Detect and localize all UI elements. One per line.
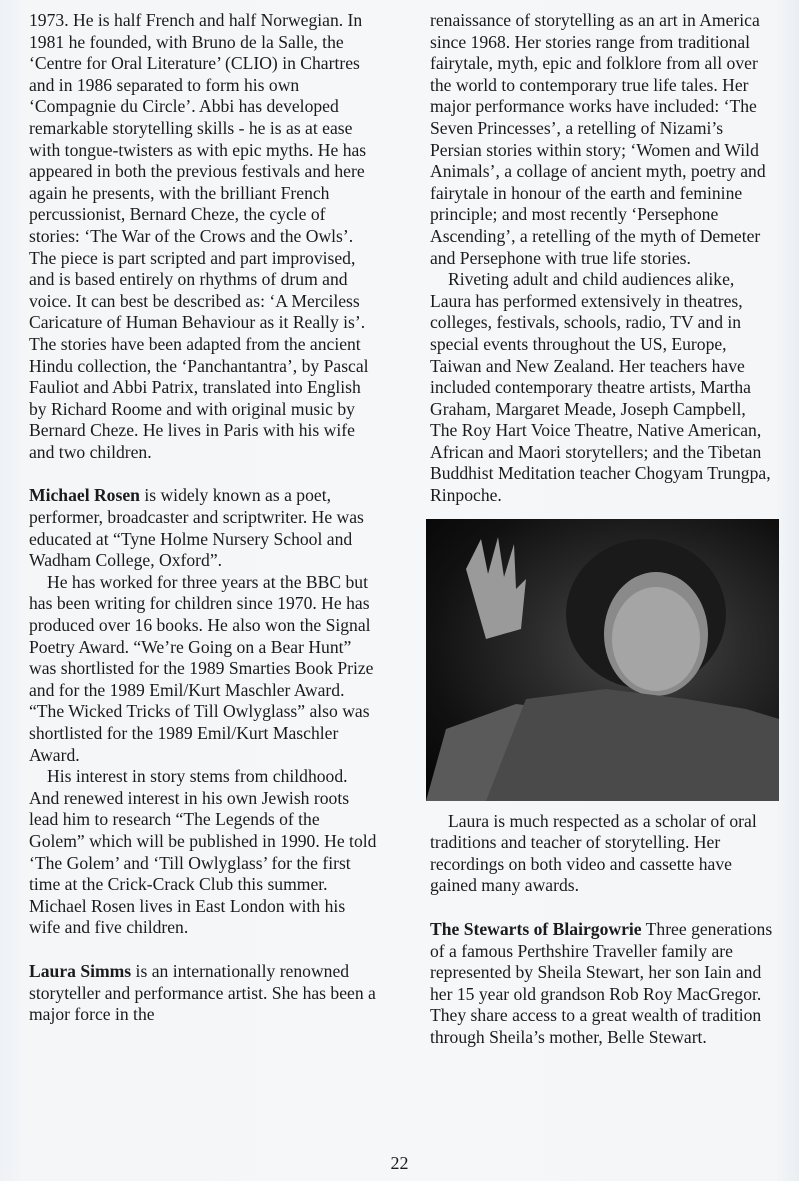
stewarts-intro [430, 919, 775, 1049]
page-number: 22 [390, 1153, 409, 1173]
michael-rosen-intro-text: is widely known as a poet, performer, broadcaster and scriptwriter. He was educated at “Tyne Holme Nursery School and Wadham College, Oxford”. [29, 485, 364, 571]
right-column [430, 10, 775, 1049]
abbi-patrix-bio: 1973. He is half French and half Norwegian. In 1981 he founded, with Bruno de la Salle, the ‘Centre for Oral Literature’ (CLIO) in Chartres and in 1986 separated to form his own ‘Compagnie du Circle’. Abbi has developed remarkable storytelling skills - he is as at ease with tongue-twisters as with epic myths. He has appeared in both the previous festivals and here again he presents, with the brilliant French percussionist, Bernard Cheze, the cycle of stories: ‘The War of the Crows and the Owls’. The piece is part scripted and part improvised, and is based entirely on rhythms of drum and voice. It can best be described as: ‘A Merciless Caricature of Human Behaviour as it Really is’. The stories have been adapted from the ancient Hindu collection, the ‘Panchantantra’, by Pascal Fauliot and Abbi Patrix, translated into English by Richard Roome and with original music by Bernard Cheze. He lives in Paris with his wife and two children. [29, 10, 369, 462]
stewarts-name: The Stewarts of Blairgowrie [430, 919, 642, 940]
laura-simms-photo [426, 519, 779, 801]
michael-rosen-career: He has worked for three years at the BBC but has been writing for children since 1970. He has produced over 16 books. He also won the Signal Poetry Award. “We’re Going on a Bear Hunt” was shortlisted for the 1989 Smarties Book Prize and for the 1989 Emil/Kurt Maschler Award. “The Wicked Tricks of Till Owlyglass” also was shortlisted for the 1989 Emil/Kurt Maschler Award. [29, 571, 374, 765]
laura-simms-intro [29, 961, 379, 1026]
laura-simms-intro-text: is an internationally renowned storyteller and performance artist. She has been a major force in the [29, 960, 376, 1025]
left-column [29, 10, 379, 1026]
michael-rosen-interest: His interest in story stems from childhood. And renewed interest in his own Jewish roots lead him to research “The Legends of the Golem” which will be published in 1990. He told ‘The Golem’ and ‘Till Owlyglass’ for the first time at the Crick-Crack Club this summer. Michael Rosen lives in East London with his wife and five children. [29, 766, 377, 938]
photo-caption: Laura is much respected as a scholar of oral traditions and teacher of storytelling. Her recordings on both video and cassette have gained many awards. [430, 810, 757, 896]
portrait-silhouette [426, 519, 779, 801]
stewarts-intro-text: Three generations of a famous Perthshire Traveller family are represented by Sheila Stewart, her son Iain and her 15 year old grandson Rob Roy MacGregor. They share access to a great wealth of tradition through Sheila’s mother, Belle Stewart. [430, 919, 773, 1047]
michael-rosen-intro [29, 485, 379, 571]
michael-rosen-name: Michael Rosen [29, 485, 140, 506]
laura-simms-performances: Riveting adult and child audiences alike, Laura has performed extensively in theatres, colleges, festivals, schools, radio, TV and in special events throughout the US, Europe, Taiwan and New Zealand. Her teachers have included contemporary theatre artists, Martha Graham, Margaret Meade, Joseph Campbell, The Roy Hart Voice Theatre, Native American, African and Maori storytellers; and the Tibetan Buddhist Meditation teacher Chogyam Trungpa, Rinpoche. [430, 269, 771, 506]
laura-simms-name: Laura Simms [29, 960, 132, 981]
laura-simms-works: renaissance of storytelling as an art in America since 1968. Her stories range from traditional fairytale, myth, epic and folklore from all over the world to contemporary true life tales. Her major performance works have included: ‘The Seven Princesses’, a retelling of Nizami’s Persian stories within story; ‘Women and Wild Animals’, a collage of ancient myth, poetry and fairytale in honour of the earth and feminine principle; and most recently ‘Persephone Ascending’, a retelling of the myth of Demeter and Persephone with true life stories. [430, 10, 766, 268]
